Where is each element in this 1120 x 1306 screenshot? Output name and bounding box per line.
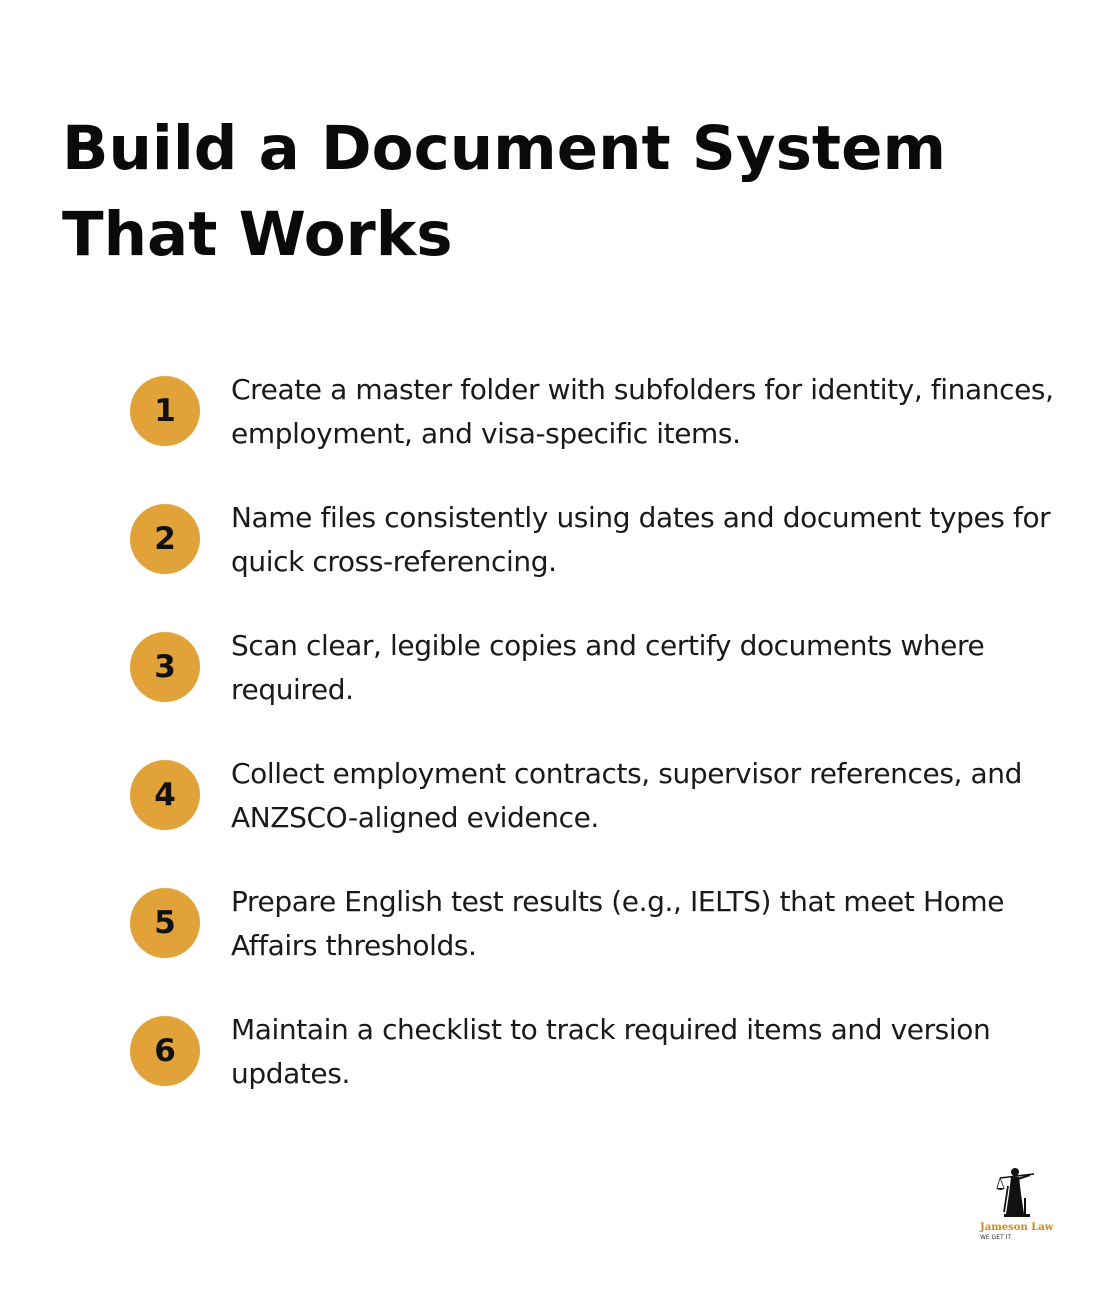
step-text: Scan clear, legible copies and certify documents where required. — [231, 629, 985, 706]
step-text: Maintain a checklist to track required items and version updates. — [231, 1013, 991, 1090]
step-list — [130, 366, 1060, 1134]
jameson-law-logo — [976, 1164, 1056, 1244]
step-item — [130, 494, 1060, 622]
step-item — [130, 622, 1060, 750]
logo-name: Jameson Law — [980, 1222, 1054, 1233]
lady-justice-icon — [994, 1164, 1040, 1220]
step-item — [130, 878, 1060, 1006]
step-number-badge: 1 — [130, 376, 200, 446]
step-item — [130, 1006, 1060, 1134]
step-number-badge: 2 — [130, 504, 200, 574]
step-number-badge: 3 — [130, 632, 200, 702]
step-text: Name files consistently using dates and document types for quick cross-referencing. — [231, 501, 1051, 578]
step-text: Collect employment contracts, supervisor references, and ANZSCO-aligned evidence. — [231, 757, 1022, 834]
page-title: Build a Document System That Works — [62, 113, 947, 270]
step-number-badge: 4 — [130, 760, 200, 830]
step-item — [130, 750, 1060, 878]
logo-tagline: WE GET IT — [980, 1234, 1012, 1241]
step-text: Prepare English test results (e.g., IELTS) that meet Home Affairs thresholds. — [231, 885, 1005, 962]
step-number-badge: 5 — [130, 888, 200, 958]
step-item — [130, 366, 1060, 494]
step-number-badge: 6 — [130, 1016, 200, 1086]
step-text: Create a master folder with subfolders for identity, finances, employment, and visa-specific items. — [231, 373, 1054, 450]
